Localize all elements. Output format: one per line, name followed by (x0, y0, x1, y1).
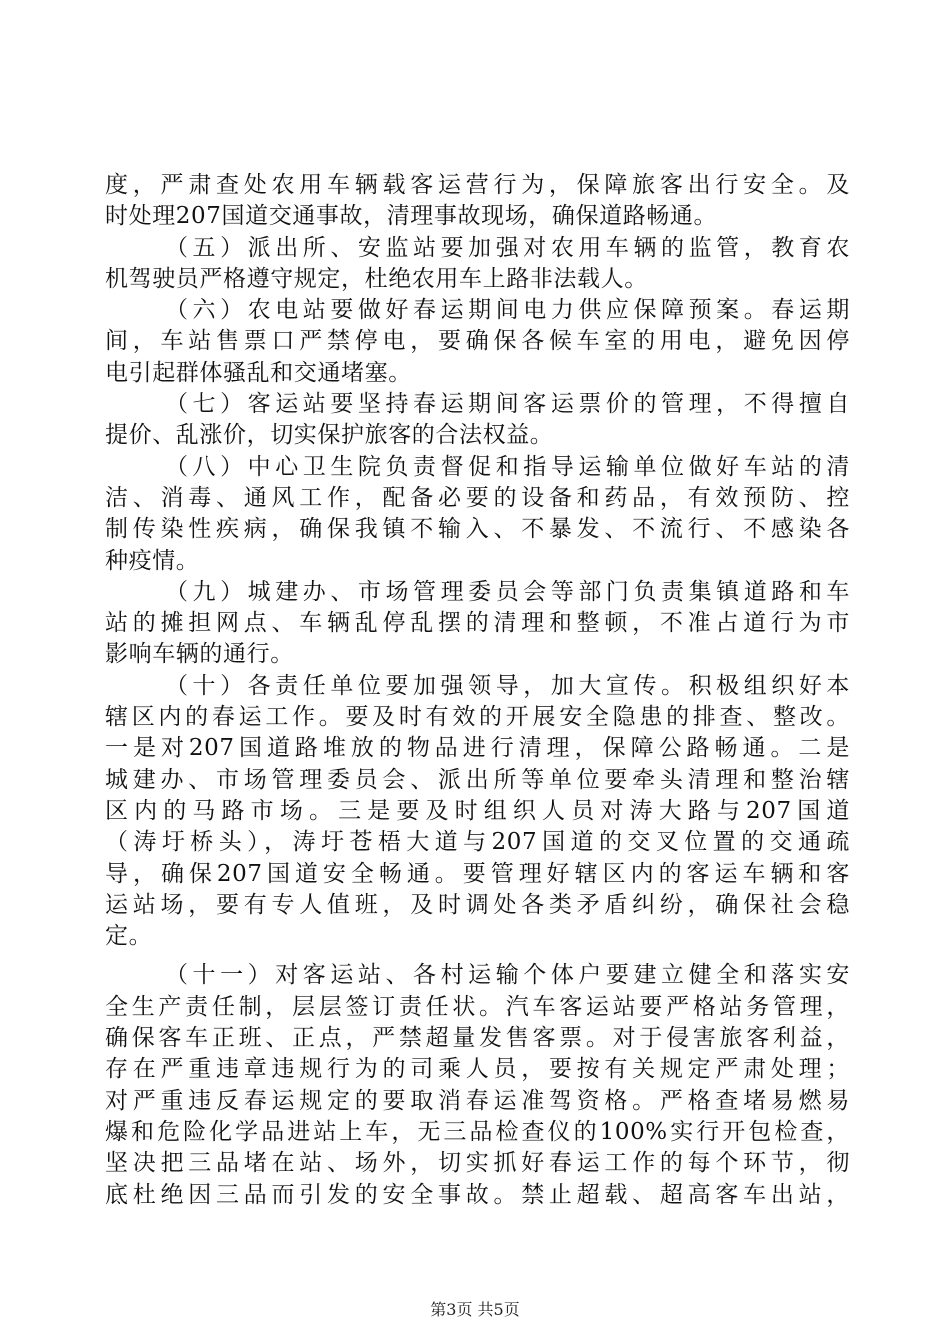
text-line: 导，确保207国道安全畅通。要管理好辖区内的客运车辆和客 (105, 860, 850, 887)
text-line: 确保客车正班、正点，严禁超量发售客票。对于侵害旅客利益， (105, 1025, 850, 1052)
text-line: （九）城建办、市场管理委员会等部门负责集镇道路和车 (165, 578, 850, 605)
text-line: 洁、消毒、通风工作，配备必要的设备和药品，有效预防、控 (105, 484, 850, 511)
text-line: 度，严肃查处农用车辆载客运营行为，保障旅客出行安全。及 (105, 172, 850, 198)
text-line: （八）中心卫生院负责督促和指导运输单位做好车站的清 (165, 453, 850, 480)
text-line: 提价、乱涨价，切实保护旅客的合法权益。 (105, 422, 554, 449)
text-line: 运站场，要有专人值班，及时调处各类矛盾纠纷，确保社会稳 (105, 891, 850, 918)
text-line: 种疫情。 (105, 547, 200, 574)
text-line: 间，车站售票口严禁停电，要确保各候车室的用电，避免因停 (105, 328, 850, 355)
text-line: 辖区内的春运工作。要及时有效的开展安全隐患的排查、整改。 (105, 704, 850, 731)
text-line: 底杜绝因三品而引发的安全事故。禁止超载、超高客车出站， (105, 1181, 850, 1208)
text-line: 电引起群体骚乱和交通堵塞。 (105, 359, 412, 386)
text-line: 定。 (105, 923, 153, 950)
text-line: 爆和危险化学品进站上车，无三品检查仪的100%实行开包检查， (105, 1118, 850, 1145)
text-line: （十一）对客运站、各村运输个体户要建立健全和落实安 (165, 962, 850, 989)
text-line: 城建办、市场管理委员会、派出所等单位要牵头清理和整治辖 (105, 766, 850, 793)
page-footer: 第3页 共5页 (430, 1300, 520, 1319)
text-line: 坚决把三品堵在站、场外，切实抓好春运工作的每个环节，彻 (105, 1150, 850, 1177)
text-line: （五）派出所、安监站要加强对农用车辆的监管，教育农 (165, 234, 850, 261)
text-line: （六）农电站要做好春运期间电力供应保障预案。春运期 (165, 297, 850, 324)
text-line: （十）各责任单位要加强领导，加大宣传。积极组织好本 (165, 672, 850, 699)
paragraph-gap (105, 952, 850, 960)
document-body (105, 170, 850, 1211)
text-line: 站的摊担网点、车辆乱停乱摆的清理和整顿，不准占道行为市 (105, 610, 850, 637)
text-line: 影响车辆的通行。 (105, 641, 294, 668)
text-line: 一是对207国道路堆放的物品进行清理，保障公路畅通。二是 (105, 735, 850, 762)
text-line: 对严重违反春运规定的要取消春运准驾资格。严格查堵易燃易 (105, 1087, 850, 1114)
text-line: （涛圩桥头），涛圩苍梧大道与207国道的交叉位置的交通疏 (105, 829, 850, 856)
text-line: 制传染性疾病，确保我镇不输入、不暴发、不流行、不感染各 (105, 516, 850, 543)
text-line: 机驾驶员严格遵守规定，杜绝农用车上路非法载人。 (105, 265, 648, 292)
text-line: （七）客运站要坚持春运期间客运票价的管理，不得擅自 (165, 391, 850, 418)
text-line: 存在严重违章违规行为的司乘人员，要按有关规定严肃处理； (105, 1056, 850, 1083)
text-line: 区内的马路市场。三是要及时组织人员对涛大路与207国道 (105, 797, 850, 824)
text-line: 全生产责任制，层层签订责任状。汽车客运站要严格站务管理， (105, 993, 850, 1020)
text-line: 时处理207国道交通事故，清理事故现场，确保道路畅通。 (105, 203, 718, 230)
